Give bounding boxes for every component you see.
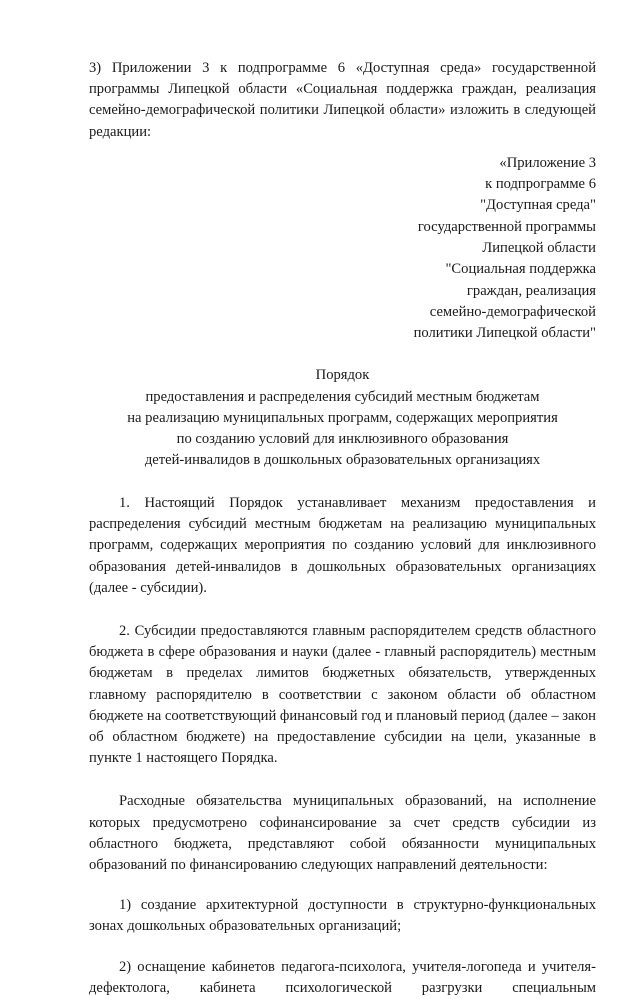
document-page <box>89 58 596 999</box>
paragraph-1: 1. Настоящий Порядок устанавливает механизм предоставления и распределения субсидий местным бюджетам на реализацию муниципальных программ, содержащих мероприятия по созданию условий для инклюзивного образования детей-инвалидов в дошкольных образовательных организациях (далее - субсидии). <box>89 494 596 596</box>
paragraph-3: Расходные обязательства муниципальных образований, на исполнение которых предусмотрено софинансирование за счет средств субсидии из областного бюджета, представляют собой обязанности муниципальных образований по финансированию следующих направлений деятельности: <box>89 793 596 873</box>
appendix-line: к подпрограмме 6 <box>485 176 596 193</box>
paragraph-4: 1) создание архитектурной доступности в структурно-функциональных зонах дошкольных образовательных организаций; <box>89 897 596 935</box>
appendix-line: "Доступная среда" <box>480 197 596 214</box>
title-line: детей-инвалидов в дошкольных образовательных организациях <box>144 451 541 468</box>
appendix-line: политики Липецкой области" <box>413 325 596 342</box>
title-line: Порядок <box>315 367 370 384</box>
appendix-line: семейно-демографической <box>429 303 596 320</box>
title-line: по созданию условий для инклюзивного образования <box>176 430 509 447</box>
paragraph-5: 2) оснащение кабинетов педагога-психолога, учителя-логопеда и учителя-дефектолога, кабинета психологической разгрузки специальным <box>89 958 596 996</box>
appendix-line: граждан, реализация <box>466 282 596 299</box>
appendix-line: государственной программы <box>417 218 596 235</box>
title-line: на реализацию муниципальных программ, содержащих мероприятия <box>127 409 558 426</box>
appendix-line: "Социальная поддержка <box>445 261 596 278</box>
document-title <box>89 365 596 470</box>
intro-paragraph: 3) Приложении 3 к подпрограмме 6 «Доступная среда» государственной программы Липецкой области «Социальная поддержка граждан, реализация семейно-демографической политики Липецкой области» изложить в следующей редакции: <box>89 60 596 140</box>
appendix-line: «Приложение 3 <box>499 154 596 171</box>
paragraph-2: 2. Субсидии предоставляются главным распорядителем средств областного бюджета в сфере образования и науки (далее - главный распорядитель) местным бюджетам в пределах лимитов бюджетных обязательств, утвержденных главному распорядителю в соответствии с законом области об областном бюджете на соответствующий финансовый год и плановый период (далее – закон об областном бюджете) на предоставление субсидии на цели, указанные в пункте 1 настоящего Порядка. <box>89 622 596 767</box>
title-line: предоставления и распределения субсидий местным бюджетам <box>145 388 540 405</box>
appendix-header <box>89 153 596 345</box>
appendix-line: Липецкой области <box>482 240 596 256</box>
